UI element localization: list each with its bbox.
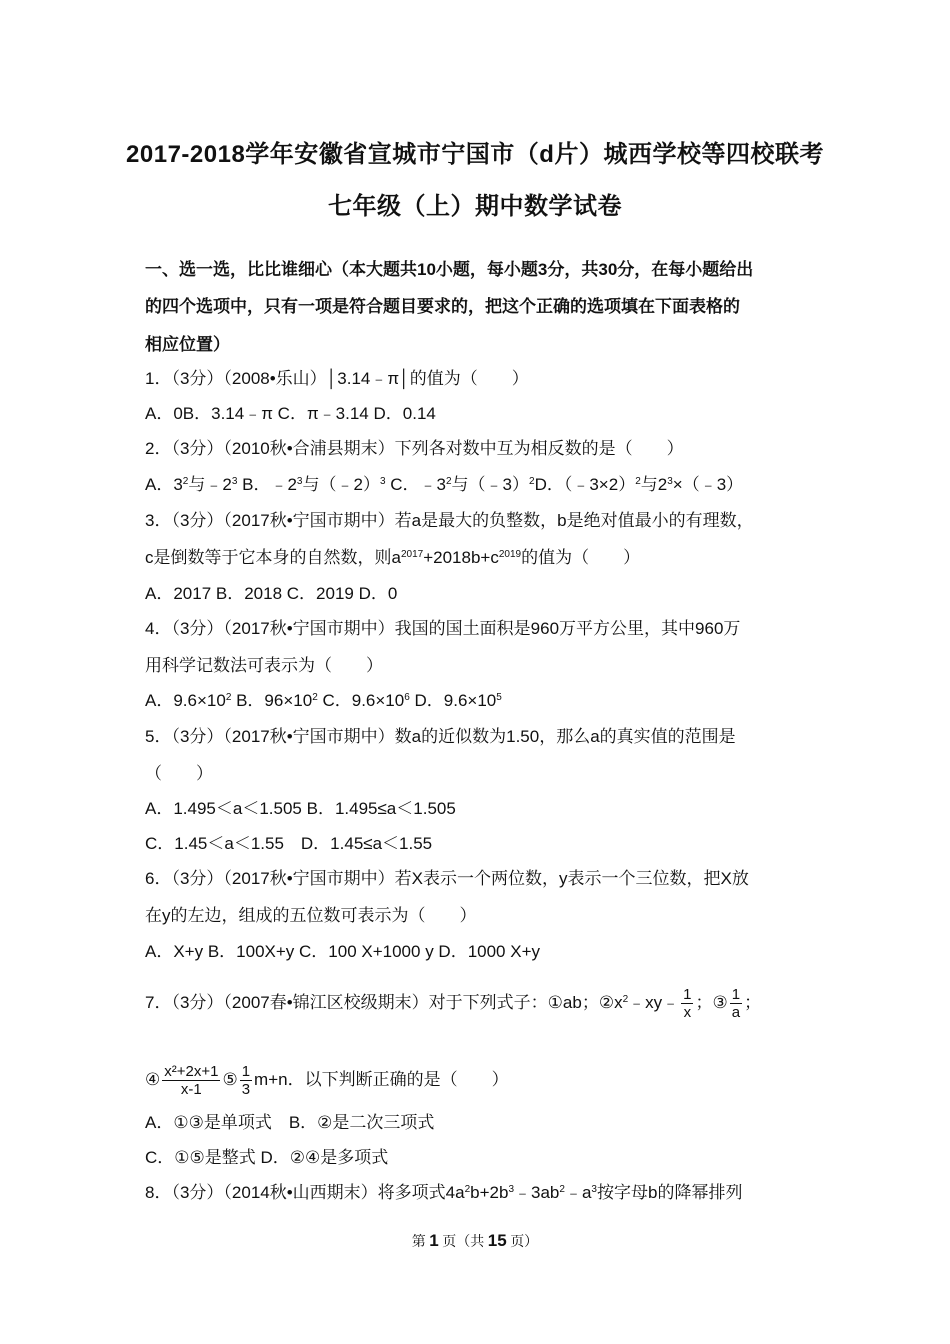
fraction-1-over-x: $\frac{1}{x}$ — [683, 986, 692, 1021]
fraction-polynomial: $\frac{\text{x²+2x+1}}{x-1}$ — [164, 1063, 219, 1098]
question-2-stem: 2．（3分）（2010秋•合浦县期末）下列各对数中互为相反数的是（ ） — [145, 439, 684, 458]
paper-title-line2: 七年级（上）期中数学试卷 — [328, 193, 622, 220]
paper-title-line1: 2017-2018学年安徽省宣城市宁国市（d片）城西学校等四校联考 — [126, 141, 824, 168]
page-footer: 第 1 页（共 15 页） — [411, 1231, 539, 1250]
section-heading-line: 一、选一选，比比谁细心（本大题共10小题，每小题3分，共30分，在每小题给出 — [145, 260, 754, 279]
question-5-options-line2: C．1.45＜a＜1.55 D．1.45≤a＜1.55 — [145, 834, 433, 853]
question-5-stem-line1: 5．（3分）（2017秋•宁国市期中）数a的近似数为1.50，那么a的真实值的范围是 — [145, 727, 736, 746]
question-7-stem-line2: ④ $\frac{\text{x²+2x+1}}{x-1}$ ⑤ $\frac{1}{3}$ m+n．以下判断正确的是（ ） — [145, 1063, 509, 1098]
question-7-stem-line1: 7．（3分）（2007春•锦江区校级期末）对于下列式子：①ab；$②x^2﹣xy﹣$ $\frac{1}{x}$ ；③ $\frac{1}{a}$ ； — [145, 986, 762, 1021]
section-heading-line: 的四个选项中，只有一项是符合题目要求的，把这个正确的选项填在下面表格的 — [145, 297, 740, 316]
page-total: 15 — [487, 1231, 507, 1250]
question-1-stem: 1．（3分）（2008•乐山）│3.14﹣π│的值为（ ） — [145, 369, 529, 388]
question-7-options-line1: A．①③是单项式 B．②是二次三项式 — [145, 1113, 435, 1132]
question-5-stem-line2: （ ） — [145, 764, 213, 783]
question-6-stem-line1: 6．（3分）（2017秋•宁国市期中）若X表示一个两位数，y表示一个三位数，把X放 — [145, 869, 749, 888]
question-3-stem-line1: 3．（3分）（2017秋•宁国市期中）若a是最大的负整数，b是绝对值最小的有理数， — [145, 511, 754, 530]
question-3-options: A．2017 B．2018 C．2019 D．0 — [145, 584, 398, 603]
question-4-options: A．$9.6\times 10^2$ B．$96\times 10^2$ C．$9.6\times 10^6$ D．$9.6\times 10^5$ — [145, 691, 502, 710]
question-3-stem-line2: c是倒数等于它本身的自然数，则$a^{2017}+2018b+c^{2019}$的值为（ ） — [145, 548, 641, 567]
question-5-options-line1: A．1.495＜a＜1.505 B．1.495≤a＜1.505 — [145, 799, 456, 818]
question-4-stem-line2: 用科学记数法可表示为（ ） — [145, 656, 383, 675]
fraction-1-over-3: $\frac{1}{3}$ — [241, 1063, 251, 1098]
section-heading-line: 相应位置） — [145, 335, 230, 354]
question-6-options: A．X+y B．100X+y C．100 X+1000 y D．1000 X+y — [145, 942, 541, 961]
question-8-stem-line1: 8．（3分）（2014秋•山西期末）将多项式$4a^2b+2b^3﹣3ab^2﹣a^3$按字母b的降幂排列 — [145, 1183, 743, 1202]
question-7-options-line2: C．①⑤是整式 D．②④是多项式 — [145, 1148, 389, 1167]
page-number: 1 — [429, 1231, 439, 1250]
question-2-options: A．$3^2$与$﹣2^3$ B．$﹣2^3$与（﹣2）$^3$ C．$﹣3^2$与（﹣3）$^2$D．（﹣3×2）$^2$与$2^3\times(﹣3)$ — [145, 475, 744, 494]
fraction-1-over-a: $\frac{1}{a}$ — [731, 986, 741, 1021]
question-6-stem-line2: 在y的左边，组成的五位数可表示为（ ） — [145, 906, 477, 925]
question-1-options: A．0B．3.14﹣π C．π﹣3.14 D．0.14 — [145, 404, 436, 423]
question-4-stem-line1: 4．（3分）（2017秋•宁国市期中）我国的国土面积是960万平方公里，其中960万 — [145, 619, 741, 638]
